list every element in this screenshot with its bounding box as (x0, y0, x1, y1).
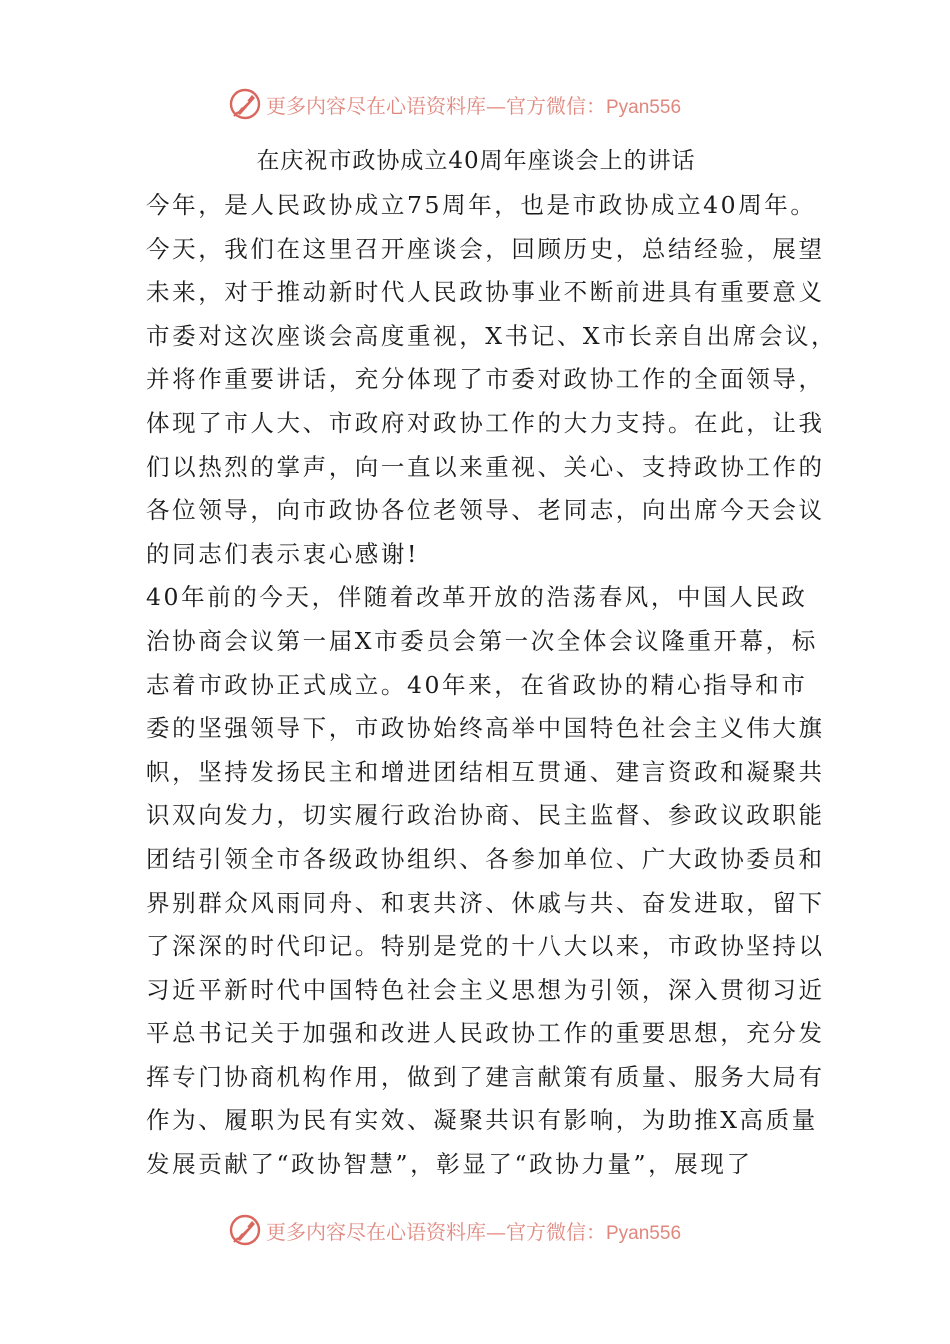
text-line: 未来，对于推动新时代人民政协事业不断前进具有重要意义 (146, 278, 825, 307)
text-line: 挥专门协商机构作用，做到了建言献策有质量、服务大局有 (146, 1062, 825, 1091)
text-line: 各位领导，向市政协各位老领导、老同志，向出席今天会议 (146, 496, 825, 525)
text-line: 今年，是人民政协成立75周年，也是市政协成立40周年。 (146, 191, 817, 219)
text-line: 了深深的时代印记。特别是党的十八大以来，市政协坚持以 (146, 932, 825, 961)
text-line: 习近平新时代中国特色社会主义思想为引领，深入贯彻习近 (146, 975, 825, 1004)
text-line: 作为、履职为民有实效、凝聚共识有影响，为助推X高质量 (146, 1106, 818, 1135)
text-line: 并将作重要讲话，充分体现了市委对政协工作的全面领导， (146, 365, 825, 394)
header-watermark (228, 84, 748, 124)
text-line: 市委对这次座谈会高度重视，X书记、X市长亲自出席会议， (146, 321, 838, 350)
watermark-text (266, 90, 681, 119)
document-body (146, 184, 838, 1187)
watermark-label: 更多内容尽在心语资料库—官方微信： (266, 1219, 606, 1244)
watermark-text (266, 1216, 681, 1245)
text-line: 治协商会议第一届X市委员会第一次全体会议隆重开幕，标 (146, 626, 818, 655)
text-line: 帜，坚持发扬民主和增进团结相互贯通、建言资政和凝聚共 (146, 757, 825, 786)
text-line: 们以热烈的掌声，向一直以来重视、关心、支持政协工作的 (146, 452, 825, 481)
text-line: 平总书记关于加强和改进人民政协工作的重要思想，充分发 (146, 1019, 825, 1048)
text-line: 体现了市人大、市政府对政协工作的大力支持。在此，让我 (146, 408, 825, 437)
text-line: 40年前的今天，伴随着改革开放的浩荡春风，中国人民政 (146, 583, 808, 612)
text-line: 识双向发力，切实履行政治协商、民主监督、参政议政职能 (146, 801, 825, 830)
text-line: 发展贡献了“政协智慧”，彰显了“政协力量”，展现了 (146, 1150, 753, 1179)
text-line: 今天，我们在这里召开座谈会，回顾历史，总结经验，展望 (146, 234, 825, 263)
watermark-wechat-id: Pyan556 (606, 96, 682, 118)
watermark-label: 更多内容尽在心语资料库—官方微信： (266, 93, 606, 118)
quill-pen-circle-icon (228, 1213, 262, 1247)
watermark-wechat-id: Pyan556 (606, 1222, 682, 1244)
footer-watermark (228, 1210, 748, 1250)
text-line: 志着市政协正式成立。40年来，在省政协的精心指导和市 (146, 670, 808, 699)
quill-pen-circle-icon (228, 87, 262, 121)
document-title: 在庆祝市政协成立40周年座谈会上的讲话 (256, 148, 696, 174)
text-line: 团结引领全市各级政协组织、各参加单位、广大政协委员和 (146, 844, 825, 873)
text-line: 委的坚强领导下，市政协始终高举中国特色社会主义伟大旗 (146, 714, 825, 743)
text-line: 的同志们表示衷心感谢! (146, 539, 420, 568)
text-line: 界别群众风雨同舟、和衷共济、休戚与共、奋发进取，留下 (146, 888, 825, 917)
